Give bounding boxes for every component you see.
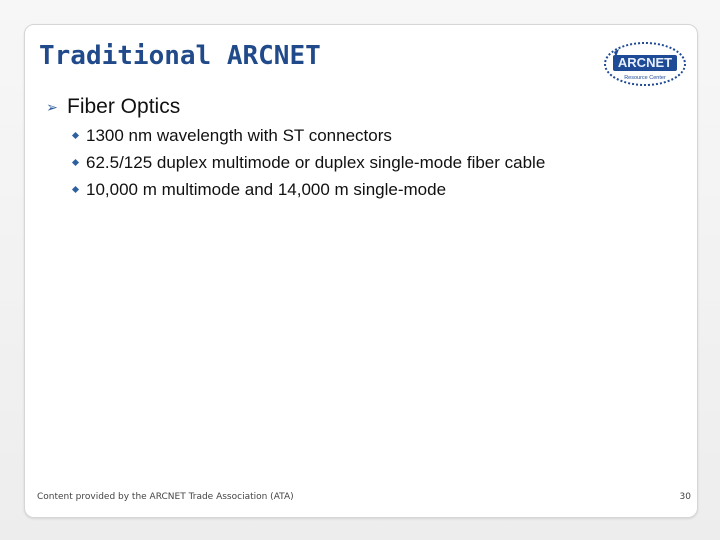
arcnet-logo-text: ARCNET bbox=[617, 55, 673, 70]
list-item-text: 1300 nm wavelength with ST connectors bbox=[86, 125, 392, 145]
list-item-text: 10,000 m multimode and 14,000 m single-mode bbox=[86, 179, 447, 199]
list-item bbox=[73, 122, 545, 149]
fiber-optics-bullet bbox=[41, 95, 180, 119]
list-item bbox=[73, 149, 545, 176]
arcnet-logo-subtitle: Resource Center bbox=[624, 75, 666, 81]
page-number: 30 bbox=[679, 492, 691, 502]
fiber-optics-label: Fiber Optics bbox=[67, 95, 181, 118]
diamond-bullet-icon bbox=[72, 132, 79, 139]
list-item bbox=[73, 176, 545, 203]
slide-title: Traditional ARCNET bbox=[39, 41, 321, 71]
diamond-bullet-icon bbox=[72, 159, 79, 166]
list-item-text: 62.5/125 duplex multimode or duplex single-mode fiber cable bbox=[86, 152, 546, 172]
diamond-bullet-icon bbox=[72, 186, 79, 193]
arrow-bullet-icon: ➢ bbox=[46, 98, 58, 115]
slide-panel bbox=[24, 24, 698, 518]
arcnet-logo-icon bbox=[603, 41, 687, 87]
fiber-details-list bbox=[73, 122, 545, 203]
footer-credit: Content provided by the ARCNET Trade Association (ATA) bbox=[37, 492, 294, 502]
